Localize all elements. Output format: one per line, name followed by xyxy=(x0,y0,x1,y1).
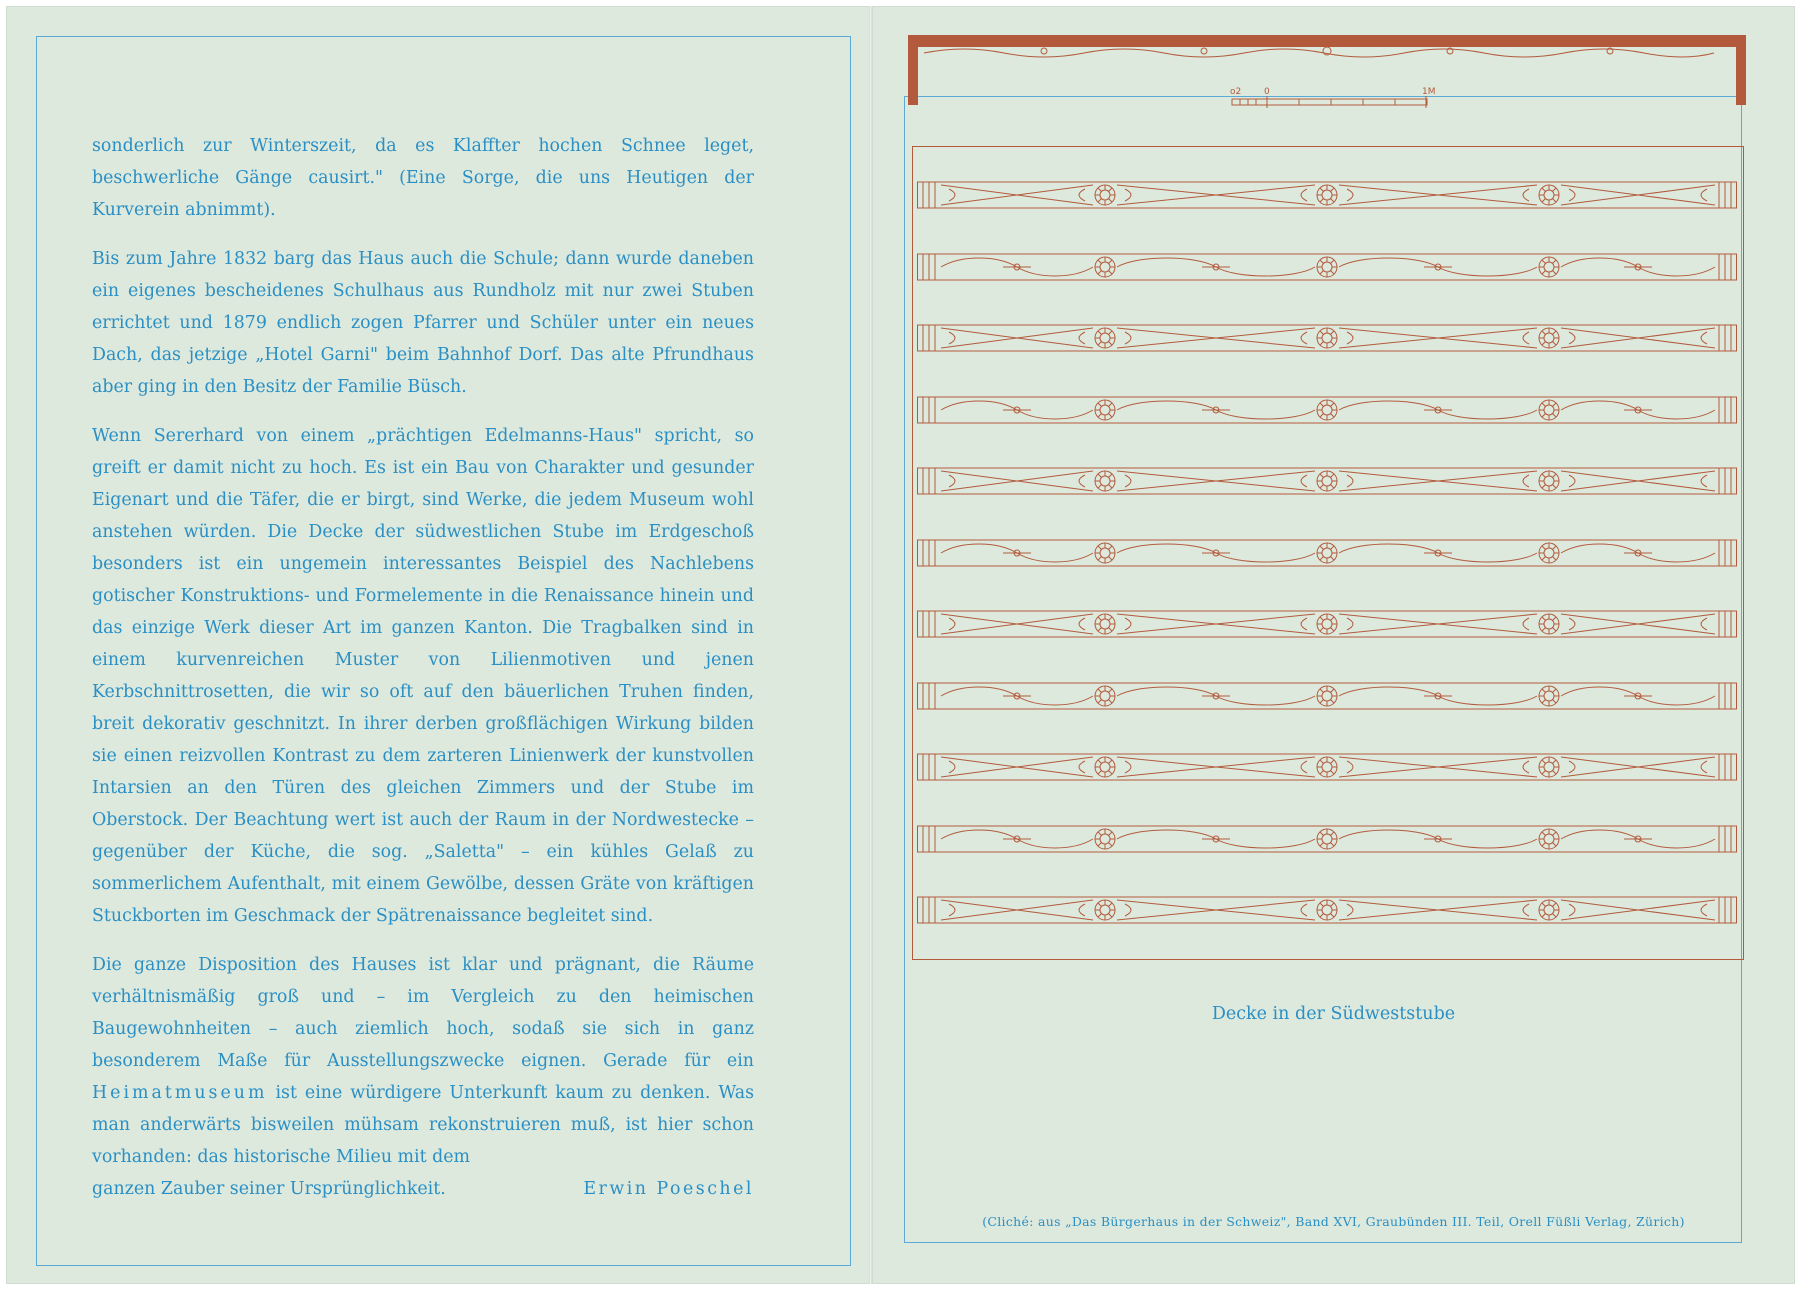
carved-beam xyxy=(917,467,1737,495)
figure-caption: Decke in der Südweststube xyxy=(1211,1004,1456,1024)
heimatmuseum-word: Heimatmuseum xyxy=(92,1083,268,1103)
scale-label-1m: 1M xyxy=(1422,87,1436,97)
carved-beam xyxy=(917,324,1737,352)
scale-label-o2: o2 xyxy=(1230,87,1242,97)
paragraph-3: Wenn Sererhard von einem „prächtigen Edelmanns-Haus" spricht, so greift er damit nicht zu hoch. Es ist ein Bau von Charakter und gesunder Eigenart und die Täfer, die er birgt, sind Werke, die jedem Museum wohl anstehen würden. Die Decke der südwestlichen Stube im Erdgeschoß besonders ist ein ungemein interessantes Beispiel des Nachlebens gotischer Konstruktions- und Formelemente in die Renaissance hinein und das einzige Werk dieser Art im ganzen Kanton. Die Tragbalken sind in einem kurvenreichen Muster von Lilienmotiven und jenen Kerbschnittrosetten, die wir so oft auf den bäuerlichen Truhen finden, breit dekorativ geschnitzt. In ihrer derben großflächigen Wirkung bilden sie einen reizvollen Kontrast zu dem zarteren Linienwerk der kunstvollen Intarsien an den Türen des gleichen Zimmers und der Stube im Oberstock. Der Beachtung wert ist auch der Raum in der Nordwestecke – gegenüber der Küche, die sog. „Saletta" – ein kühles Gelaß zu sommerlichem Aufenthalt, mit einem Gewölbe, dessen Gräte von kräftigen Stuckborten im Geschmack der Spätrenaissance begleitet sind. xyxy=(92,426,754,926)
carved-beam xyxy=(917,610,1737,638)
closing-text: ganzen Zauber seiner Ursprünglichkeit. xyxy=(92,1179,446,1199)
essay-text xyxy=(92,130,754,1205)
carved-beam xyxy=(917,396,1737,424)
scale-label-0: 0 xyxy=(1264,87,1270,97)
ceiling-drawing xyxy=(912,146,1744,960)
carved-beam xyxy=(917,253,1737,281)
scale-bar xyxy=(1228,82,1438,114)
closing-line xyxy=(92,1173,754,1205)
paragraph-1: sonderlich zur Winterszeit, da es Klaffter hochen Schnee leget, beschwerliche Gänge causirt." (Eine Sorge, die uns Heutigen der Kurverein abnimmt). xyxy=(92,136,754,220)
carved-beam xyxy=(917,825,1737,853)
image-credit: (Cliché: aus „Das Bürgerhaus in der Schweiz", Band XVI, Graubünden III. Teil, Orell Füßli Verlag, Zürich) xyxy=(982,1214,1685,1229)
paragraph-2: Bis zum Jahre 1832 barg das Haus auch die Schule; dann wurde daneben ein eigenes bescheidenes Schulhaus aus Rundholz mit nur zwei Stuben errichtet und 1879 endlich zogen Pfarrer und Schüler unter ein neues Dach, das jetzige „Hotel Garni" beim Bahnhof Dorf. Das alte Pfrundhaus aber ging in den Besitz der Familie Büsch. xyxy=(92,249,754,397)
paragraph-4-end: ist eine würdigere Unterkunft kaum zu denken. Was man anderwärts bisweilen mühsam rekonstruieren muß, ist hier schon vorhanden: das historische Milieu mit dem xyxy=(92,1083,754,1167)
paragraph-4 xyxy=(92,949,754,1173)
carved-beam xyxy=(917,753,1737,781)
carved-beam xyxy=(917,181,1737,209)
carved-beam xyxy=(917,896,1737,924)
carved-beam xyxy=(917,682,1737,710)
right-page xyxy=(872,6,1795,1284)
author-signature: Erwin Poeschel xyxy=(583,1179,754,1199)
carved-beam xyxy=(917,539,1737,567)
paragraph-4-start: Die ganze Disposition des Hauses ist klar und prägnant, die Räume verhältnismäßig groß und – im Vergleich zu den heimischen Baugewohnheiten – auch ziemlich hoch, sodaß sie sich in ganz besonderem Maße für Ausstellungszwecke eignen. Gerade für ein xyxy=(92,955,754,1071)
left-page xyxy=(6,6,872,1284)
